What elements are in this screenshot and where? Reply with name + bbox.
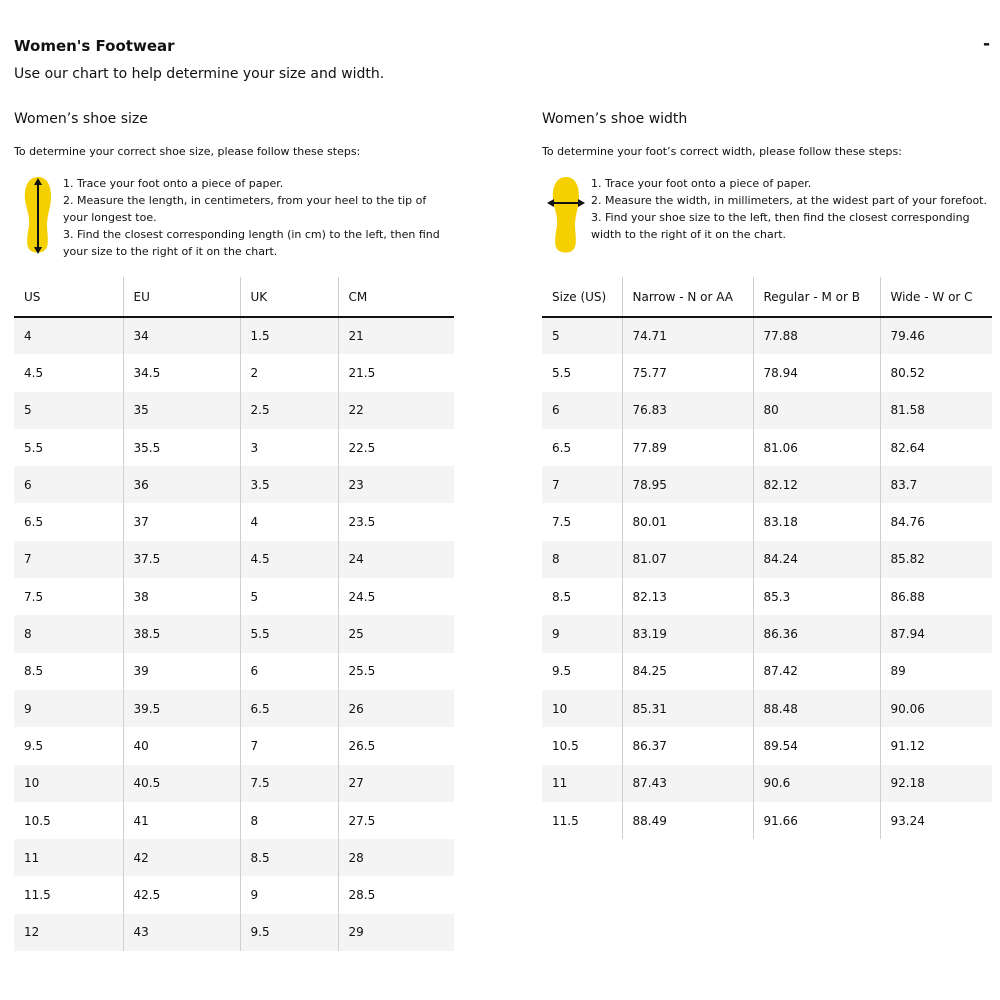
steps-list <box>591 175 992 243</box>
table-cell: 81.06 <box>753 429 880 466</box>
table-cell: 1.5 <box>240 317 338 354</box>
shoe-width-section <box>542 110 992 828</box>
table-cell: 78.95 <box>622 466 753 503</box>
table-cell: 12 <box>14 914 123 951</box>
table-cell: 92.18 <box>880 765 992 802</box>
table-header-row <box>542 277 992 317</box>
table-cell: 24.5 <box>338 578 454 615</box>
table-cell: 76.83 <box>622 392 753 429</box>
table-cell: 8 <box>542 541 622 578</box>
table-cell: 5 <box>542 317 622 354</box>
table-row <box>542 653 992 690</box>
table-cell: 5 <box>240 578 338 615</box>
table-cell: 86.88 <box>880 578 992 615</box>
table-cell: 81.58 <box>880 392 992 429</box>
table-cell: 38.5 <box>123 615 240 652</box>
table-row <box>542 429 992 466</box>
column-header: Wide - W or C <box>880 277 992 317</box>
shoe-width-table <box>542 277 992 839</box>
section-title: Women’s shoe size <box>14 111 148 127</box>
table-row <box>542 690 992 727</box>
table-row <box>14 727 454 764</box>
table-row <box>14 765 454 802</box>
column-header: Regular - M or B <box>753 277 880 317</box>
shoe-size-table <box>14 277 454 951</box>
table-cell: 2.5 <box>240 392 338 429</box>
table-cell: 7.5 <box>240 765 338 802</box>
table-cell: 40 <box>123 727 240 764</box>
table-cell: 85.82 <box>880 541 992 578</box>
table-cell: 8.5 <box>552 589 572 604</box>
section-title: Women’s shoe width <box>542 111 688 127</box>
table-cell: 4.5 <box>24 365 44 380</box>
table-cell: 27 <box>338 765 454 802</box>
table-row <box>542 541 992 578</box>
table-row <box>14 392 454 429</box>
table-cell: 11 <box>542 765 622 802</box>
column-header: CM <box>338 277 454 317</box>
table-row <box>542 354 992 391</box>
table-cell: 36 <box>123 466 240 503</box>
table-cell: 88.49 <box>622 802 753 839</box>
table-row <box>542 317 992 354</box>
table-cell: 41 <box>123 802 240 839</box>
table-cell: 5 <box>14 392 123 429</box>
table-row <box>14 914 454 951</box>
table-cell: 89.54 <box>753 727 880 764</box>
table-cell: 87.43 <box>622 765 753 802</box>
table-cell: 82.64 <box>880 429 992 466</box>
step-item: 2. Measure the length, in centimeters, from your heel to the tip of your longest toe. <box>63 194 427 224</box>
table-cell: 8.5 <box>24 664 44 679</box>
column-header: Size (US) <box>542 277 622 317</box>
foot-length-icon <box>18 175 58 257</box>
table-cell: 2 <box>240 354 338 391</box>
table-cell: 21 <box>338 317 454 354</box>
table-cell: 22 <box>338 392 454 429</box>
column-header: EU <box>123 277 240 317</box>
table-cell: 11 <box>14 839 123 876</box>
table-cell: 39 <box>123 653 240 690</box>
table-row <box>14 802 454 839</box>
shoe-size-section <box>14 110 454 940</box>
section-intro: To determine your correct shoe size, please follow these steps: <box>14 145 361 158</box>
table-row <box>542 802 992 839</box>
table-row <box>542 765 992 802</box>
table-body <box>542 317 992 839</box>
table-cell: 42.5 <box>123 876 240 913</box>
table-cell: 38 <box>123 578 240 615</box>
table-cell: 22.5 <box>338 429 454 466</box>
table-cell: 83.18 <box>753 503 880 540</box>
table-cell: 77.89 <box>622 429 753 466</box>
table-cell: 84.24 <box>753 541 880 578</box>
column-header: UK <box>240 277 338 317</box>
table-cell: 74.71 <box>622 317 753 354</box>
table-cell: 23 <box>338 466 454 503</box>
table-header-row <box>14 277 454 317</box>
table-cell: 9.5 <box>24 738 44 753</box>
table-row <box>14 615 454 652</box>
table-cell: 29 <box>338 914 454 951</box>
table-cell: 35 <box>123 392 240 429</box>
table-row <box>542 466 992 503</box>
table-cell: 8 <box>14 615 123 652</box>
table-cell: 39.5 <box>123 690 240 727</box>
table-cell: 3 <box>240 429 338 466</box>
steps-block <box>14 175 454 275</box>
table-cell: 81.07 <box>622 541 753 578</box>
table-row <box>542 578 992 615</box>
table-cell: 80 <box>753 392 880 429</box>
table-cell: 28.5 <box>338 876 454 913</box>
table-cell: 89 <box>880 653 992 690</box>
table-cell: 26.5 <box>338 727 454 764</box>
table-cell: 6 <box>14 466 123 503</box>
steps-block <box>542 175 992 275</box>
table-cell: 93.24 <box>880 802 992 839</box>
step-item: 3. Find the closest corresponding length (in cm) to the left, then find your size to the right of it on the chart. <box>63 228 440 258</box>
table-cell: 7.5 <box>24 589 44 604</box>
step-item: 3. Find your shoe size to the left, then find the closest corresponding width to the right of it on the chart. <box>591 211 970 241</box>
table-cell: 34 <box>123 317 240 354</box>
table-cell: 5.5 <box>24 440 44 455</box>
table-cell: 5.5 <box>552 365 572 380</box>
table-cell: 9.5 <box>240 914 338 951</box>
table-cell: 9 <box>542 615 622 652</box>
table-cell: 91.66 <box>753 802 880 839</box>
table-cell: 88.48 <box>753 690 880 727</box>
section-intro: To determine your foot’s correct width, please follow these steps: <box>542 145 902 158</box>
step-item: 1. Trace your foot onto a piece of paper. <box>63 177 284 190</box>
table-row <box>14 690 454 727</box>
table-cell: 23.5 <box>338 503 454 540</box>
table-cell: 78.94 <box>753 354 880 391</box>
table-row <box>14 653 454 690</box>
table-cell: 35.5 <box>123 429 240 466</box>
table-row <box>14 541 454 578</box>
table-row <box>542 727 992 764</box>
table-cell: 10 <box>542 690 622 727</box>
table-cell: 37.5 <box>123 541 240 578</box>
table-cell: 37 <box>123 503 240 540</box>
table-row <box>14 503 454 540</box>
table-row <box>14 466 454 503</box>
table-cell: 6 <box>542 392 622 429</box>
table-cell: 79.46 <box>880 317 992 354</box>
table-cell: 5.5 <box>240 615 338 652</box>
table-row <box>542 615 992 652</box>
step-item: 1. Trace your foot onto a piece of paper. <box>591 177 812 190</box>
table-cell: 80.01 <box>622 503 753 540</box>
table-row <box>14 354 454 391</box>
table-row <box>14 876 454 913</box>
table-cell: 8 <box>240 802 338 839</box>
table-cell: 84.76 <box>880 503 992 540</box>
table-cell: 87.94 <box>880 615 992 652</box>
collapse-toggle[interactable]: - <box>982 34 990 54</box>
table-cell: 80.52 <box>880 354 992 391</box>
table-cell: 86.36 <box>753 615 880 652</box>
table-cell: 77.88 <box>753 317 880 354</box>
table-cell: 34.5 <box>123 354 240 391</box>
table-cell: 9 <box>14 690 123 727</box>
table-cell: 87.42 <box>753 653 880 690</box>
table-cell: 25 <box>338 615 454 652</box>
table-cell: 11.5 <box>552 813 579 828</box>
table-row <box>14 429 454 466</box>
table-cell: 4 <box>240 503 338 540</box>
table-cell: 11.5 <box>24 888 51 903</box>
table-cell: 82.13 <box>622 578 753 615</box>
table-cell: 7 <box>240 727 338 764</box>
page-title: Women's Footwear <box>14 37 175 55</box>
table-cell: 10.5 <box>24 813 51 828</box>
table-cell: 10 <box>14 765 123 802</box>
table-cell: 9 <box>240 876 338 913</box>
table-cell: 40.5 <box>123 765 240 802</box>
table-cell: 83.19 <box>622 615 753 652</box>
table-cell: 43 <box>123 914 240 951</box>
table-cell: 86.37 <box>622 727 753 764</box>
table-cell: 4 <box>14 317 123 354</box>
table-cell: 90.06 <box>880 690 992 727</box>
table-cell: 24 <box>338 541 454 578</box>
column-header: Narrow - N or AA <box>622 277 753 317</box>
table-cell: 6.5 <box>24 515 44 530</box>
table-cell: 84.25 <box>622 653 753 690</box>
table-cell: 85.3 <box>753 578 880 615</box>
table-cell: 3.5 <box>240 466 338 503</box>
table-row <box>542 392 992 429</box>
steps-list <box>63 175 454 260</box>
table-cell: 82.12 <box>753 466 880 503</box>
table-cell: 90.6 <box>753 765 880 802</box>
table-row <box>542 503 992 540</box>
table-cell: 6.5 <box>240 690 338 727</box>
table-cell: 10.5 <box>552 738 579 753</box>
page-subtitle: Use our chart to help determine your size and width. <box>14 66 385 82</box>
table-cell: 8.5 <box>240 839 338 876</box>
table-cell: 85.31 <box>622 690 753 727</box>
table-cell: 75.77 <box>622 354 753 391</box>
table-cell: 42 <box>123 839 240 876</box>
foot-width-icon <box>546 175 586 257</box>
table-cell: 6.5 <box>552 440 572 455</box>
table-cell: 7 <box>542 466 622 503</box>
table-cell: 4.5 <box>240 541 338 578</box>
table-cell: 26 <box>338 690 454 727</box>
table-cell: 27.5 <box>338 802 454 839</box>
table-cell: 9.5 <box>552 664 572 679</box>
table-cell: 6 <box>240 653 338 690</box>
column-header: US <box>14 277 123 317</box>
table-cell: 7 <box>14 541 123 578</box>
table-body <box>14 317 454 951</box>
table-cell: 28 <box>338 839 454 876</box>
table-cell: 83.7 <box>880 466 992 503</box>
table-cell: 91.12 <box>880 727 992 764</box>
table-cell: 25.5 <box>338 653 454 690</box>
table-cell: 21.5 <box>338 354 454 391</box>
table-row <box>14 317 454 354</box>
table-row <box>14 839 454 876</box>
step-item: 2. Measure the width, in millimeters, at the widest part of your forefoot. <box>591 194 987 207</box>
table-row <box>14 578 454 615</box>
table-cell: 7.5 <box>552 515 572 530</box>
